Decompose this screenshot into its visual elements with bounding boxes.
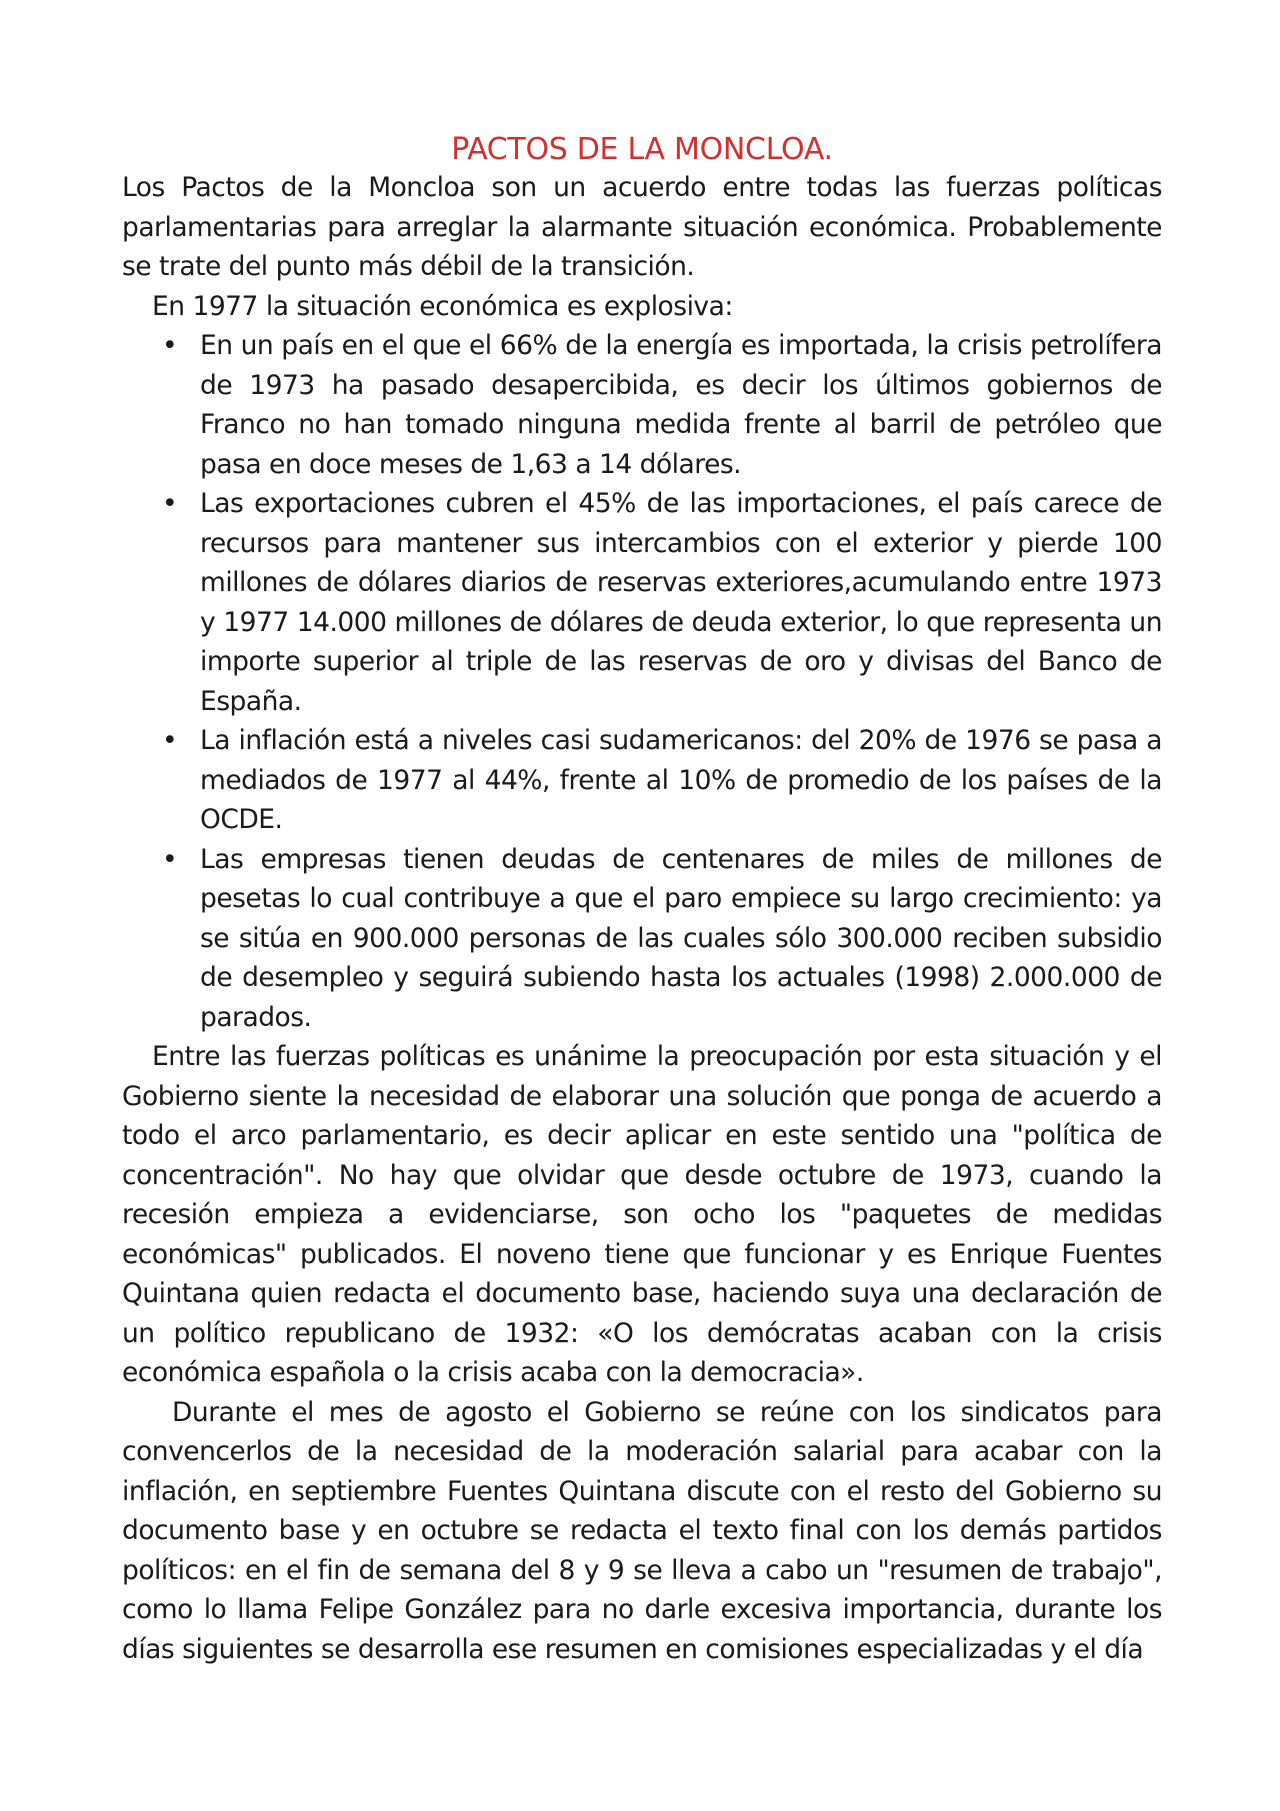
lead-paragraph: En 1977 la situación económica es explosiva: (152, 290, 733, 322)
list-item (162, 484, 1162, 721)
list-item-text: Las empresas tienen deudas de centenares de miles de millones de pesetas lo cual contribuye a que el paro empiece su largo crecimiento: ya se sitúa en 900.000 personas de las cuales sólo 300.000 reciben subsidio de desempleo y seguirá subiendo hasta los actuales (1998) 2.000.000 de parados. (200, 843, 1162, 1033)
body-paragraph: Durante el mes de agosto el Gobierno se reúne con los sindicatos para convencerlos de la necesidad de la moderación salarial para acabar con la inflación, en septiembre Fuentes Quintana discute con el resto del Gobierno su documento base y en octubre se redacta el texto final con los demás partidos políticos: en el fin de semana del 8 y 9 se lleva a cabo un "resumen de trabajo", como lo llama Felipe González para no darle excesiva importancia, durante los días siguientes se desarrolla ese resumen en comisiones especializadas y el día (122, 1396, 1162, 1665)
body-paragraph: Entre las fuerzas políticas es unánime la preocupación por esta situación y el Gobierno siente la necesidad de elaborar una solución que ponga de acuerdo a todo el arco parlamentario, es decir aplicar en este sentido una "política de concentración". No hay que olvidar que desde octubre de 1973, cuando la recesión empieza a evidenciarse, son ocho los "paquetes de medidas económicas" publicados. El noveno tiene que funcionar y es Enrique Fuentes Quintana quien redacta el documento base, haciendo suya una declaración de un político republicano de 1932: «O los demócratas acaban con la crisis económica española o la crisis acaba con la democracia». (122, 1041, 1162, 1388)
bullet-icon: • (162, 725, 178, 756)
list-item (162, 721, 1162, 840)
document-title: PACTOS DE LA MONCLOA. (451, 132, 833, 167)
bullet-icon: • (162, 843, 178, 875)
document-page (122, 128, 1162, 1669)
list-item (162, 326, 1162, 484)
bullet-icon: • (162, 330, 178, 361)
bullet-list (122, 326, 1162, 1037)
list-item-text: En un país en el que el 66% de la energía es importada, la crisis petrolífera de 1973 ha pasado desapercibida, es decir los últimos gobiernos de Franco no han tomado ninguna medida frente al barril de petróleo que pasa en doce meses de 1,63 a 14 dólares. (200, 330, 1162, 480)
list-item-text: Las exportaciones cubren el 45% de las importaciones, el país carece de recursos para mantener sus intercambios con el exterior y pierde 100 millones de dólares diarios de reservas exteriores,acumulando entre 1973 y 1977 14.000 millones de dólares de deuda exterior, lo que representa un importe superior al triple de las reservas de oro y divisas del Banco de España. (200, 488, 1162, 717)
intro-paragraph: Los Pactos de la Moncloa son un acuerdo entre todas las fuerzas políticas parlamentarias para arreglar la alarmante situación económica. Probablemente se trate del punto más débil de la transición. (122, 172, 1162, 282)
list-item (162, 840, 1162, 1038)
bullet-icon: • (162, 488, 178, 519)
list-item-text: La inflación está a niveles casi sudamericanos: del 20% de 1976 se pasa a mediados de 1977 al 44%, frente al 10% de promedio de los países de la OCDE. (200, 725, 1162, 835)
